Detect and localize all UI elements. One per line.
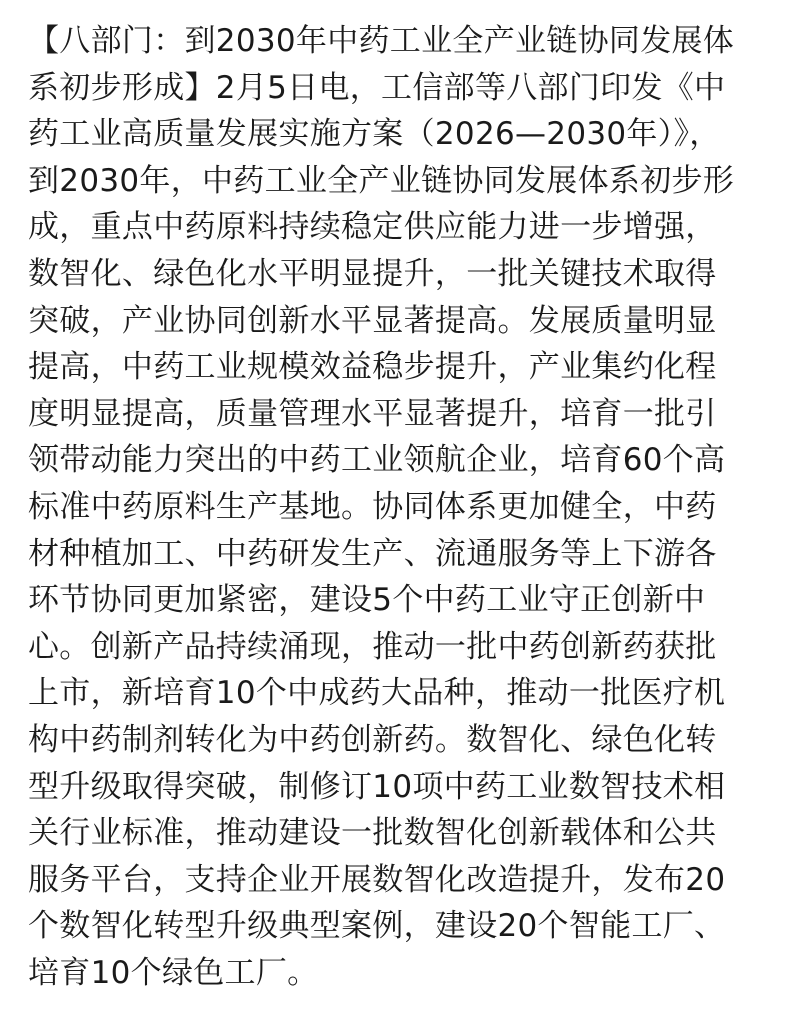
article-line: 材种植加工、中药研发生产、流通服务等上下游各 xyxy=(28,535,717,572)
article-line: 成，重点中药原料持续稳定供应能力进一步增强， xyxy=(28,209,717,246)
article-line: 突破，产业协同创新水平显著提高。发展质量明显 xyxy=(28,302,717,339)
article-line: 度明显提高，质量管理水平显著提升，培育一批引 xyxy=(28,395,717,432)
article-line: 服务平台，支持企业开展数智化改造提升，发布20 xyxy=(28,861,726,898)
article-line: 心。创新产品持续涌现，推动一批中药创新药获批 xyxy=(28,628,717,665)
article-body xyxy=(28,18,773,996)
article-line: 环节协同更加紧密，建设5个中药工业守正创新中 xyxy=(28,582,706,619)
article-line: 数智化、绿色化水平明显提升，一批关键技术取得 xyxy=(28,255,717,292)
article-line: 标准中药原料生产基地。协同体系更加健全，中药 xyxy=(28,488,717,525)
article-line: 提高，中药工业规模效益稳步提升，产业集约化程 xyxy=(28,349,717,386)
article-line: 到2030年，中药工业全产业链协同发展体系初步形 xyxy=(28,162,735,199)
article-line: 个数智化转型升级典型案例，建设20个智能工厂、 xyxy=(28,908,726,945)
article-line: 上市，新培育10个中成药大品种，推动一批医疗机 xyxy=(28,675,726,712)
article-line: 关行业标准，推动建设一批数智化创新载体和公共 xyxy=(28,815,717,852)
article-line: 系初步形成】2月5日电，工信部等八部门印发《中 xyxy=(28,69,726,106)
article-line: 培育10个绿色工厂。 xyxy=(28,954,319,991)
article-line: 构中药制剂转化为中药创新药。数智化、绿色化转 xyxy=(28,721,717,758)
article-line: 药工业高质量发展实施方案（2026—2030年）》， xyxy=(28,116,721,153)
article-line: 【八部门：到2030年中药工业全产业链协同发展体 xyxy=(28,23,735,59)
article-line: 型升级取得突破，制修订10项中药工业数智技术相 xyxy=(28,768,726,805)
article-line: 领带动能力突出的中药工业领航企业，培育60个高 xyxy=(28,442,726,479)
